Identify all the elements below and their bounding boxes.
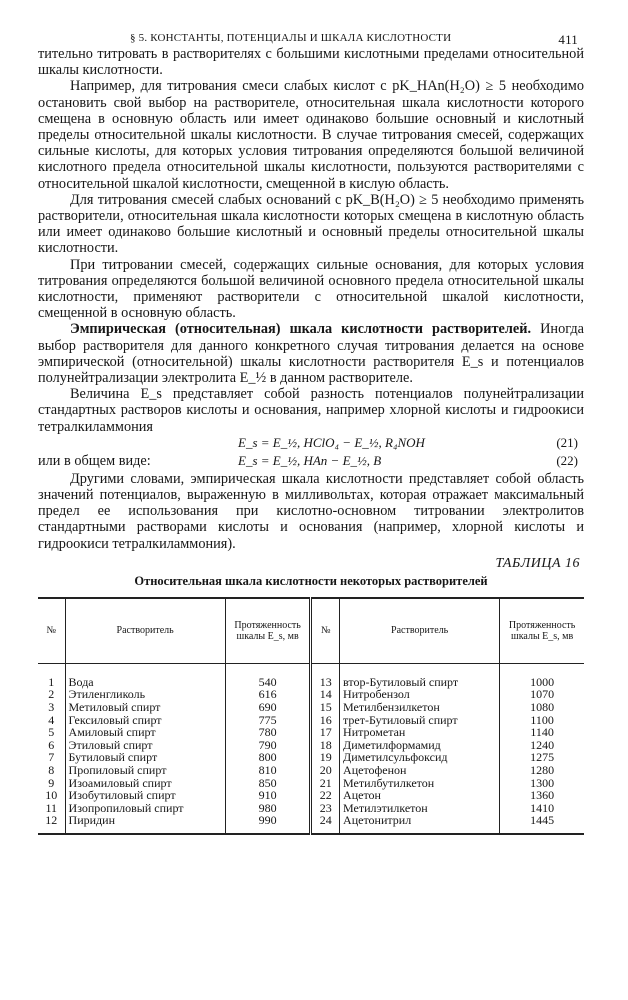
- row-number: 23: [311, 802, 340, 815]
- solvent-name: трет-Бутиловый спирт: [340, 714, 500, 727]
- scale-value: 540: [225, 663, 311, 688]
- row-number: 17: [311, 726, 340, 739]
- empirical-text: Иногда выбор растворителя для данного конкретного случая титрования делается на основе эмпирической (относительной) шкалы кислотности растворителя E_s и потенциалов полунейтрализации электролита E_½ в данном растворителе.: [38, 321, 584, 387]
- solvent-name: Амиловый спирт: [65, 726, 225, 739]
- row-number: 3: [38, 701, 65, 714]
- empirical-paragraph: [38, 321, 584, 386]
- equation-22-formula: E_s = E_½, HAn − E_½, B: [238, 452, 382, 468]
- equation-22-number: (22): [556, 452, 578, 468]
- empirical-heading: Эмпирическая (относительная) шкала кислотности растворителей.: [70, 321, 532, 338]
- scale-value: 800: [225, 751, 311, 764]
- header-no: №: [38, 598, 65, 664]
- solvent-name: Изоамиловый спирт: [65, 777, 225, 790]
- text-body: [38, 46, 584, 552]
- row-number: 6: [38, 739, 65, 752]
- solvent-name: Бутиловый спирт: [65, 751, 225, 764]
- row-number: 19: [311, 751, 340, 764]
- solvent-name: Пропиловый спирт: [65, 764, 225, 777]
- table-header-row: [38, 598, 584, 664]
- closing-paragraph: Другими словами, эмпирическая шкала кислотности представляет собой область значений потенциалов, выраженную в милливольтах, которая отражает максимальный предел ее использования при кислотно-основном титровании электролитов стандартными растворами кислоты и основания (например, хлорной кислоты и гидроокиси тетралкиламмония).: [38, 470, 584, 552]
- table-row: [38, 764, 584, 777]
- solvent-name: Вода: [65, 663, 225, 688]
- row-number: 21: [311, 777, 340, 790]
- scale-value: 1410: [530, 800, 555, 815]
- paragraph-4: При титровании смесей, содержащих сильные основания, для которых условия титрования определяются большой величиной основного предела относительной шкалы кислотности, применяют растворители с относительной шкалой кислотности, смещенной в основную область.: [38, 256, 584, 322]
- general-form-lead: или в общем виде:: [38, 452, 151, 469]
- scale-value: 1100: [530, 712, 554, 727]
- scale-value: 810: [225, 764, 311, 777]
- row-number: 10: [38, 789, 65, 802]
- solvent-name: Метилбутилкетон: [340, 777, 500, 790]
- row-number: 14: [311, 688, 340, 701]
- equation-22: [38, 453, 584, 471]
- equation-21: [38, 435, 584, 453]
- row-number: 7: [38, 751, 65, 764]
- table-row: [38, 701, 584, 714]
- equation-21-formula: E_s = E_½, HClO₄ − E_½, R₄NOH: [238, 434, 425, 450]
- scale-value: 1445: [530, 813, 555, 828]
- running-header: [38, 24, 584, 46]
- solvent-name: Метилбензилкетон: [340, 701, 500, 714]
- solvent-name: Пиридин: [65, 814, 225, 834]
- solvent-name: Метиловый спирт: [65, 701, 225, 714]
- equation-21-number: (21): [556, 434, 578, 450]
- solvent-name: Нитробензол: [340, 688, 500, 701]
- page-number: 411: [558, 32, 578, 47]
- table-row: [38, 802, 584, 815]
- row-number: 15: [311, 701, 340, 714]
- row-number: 11: [38, 802, 65, 815]
- solvent-name: Нитрометан: [340, 726, 500, 739]
- row-number: 20: [311, 764, 340, 777]
- scale-value: 790: [225, 739, 311, 752]
- row-number: 4: [38, 714, 65, 727]
- solvent-name: Метилэтилкетон: [340, 802, 500, 815]
- scale-value: 1300: [530, 775, 555, 790]
- row-number: 24: [311, 814, 340, 834]
- row-number: 12: [38, 814, 65, 834]
- scale-value: 850: [225, 777, 311, 790]
- solvent-table: [38, 597, 584, 835]
- row-number: 22: [311, 789, 340, 802]
- row-number: 9: [38, 777, 65, 790]
- scale-value: 1280: [530, 763, 555, 778]
- scale-value: 780: [225, 726, 311, 739]
- solvent-name: Изопропиловый спирт: [65, 802, 225, 815]
- section-title: § 5. КОНСТАНТЫ, ПОТЕНЦИАЛЫ И ШКАЛА КИСЛОТНОСТИ: [130, 32, 452, 44]
- row-number: 2: [38, 688, 65, 701]
- header-scale-2: Протяженность шкалы E_s, мв: [500, 598, 584, 664]
- solvent-name: Гексиловый спирт: [65, 714, 225, 727]
- row-number: 1: [38, 663, 65, 688]
- solvent-name: Ацетон: [340, 789, 500, 802]
- scale-value: 1240: [530, 737, 555, 752]
- table-row: [38, 663, 584, 688]
- header-no-2: №: [311, 598, 340, 664]
- table-title: Относительная шкала кислотности некоторых растворителей: [134, 573, 488, 588]
- scale-value: 1000: [530, 674, 555, 689]
- paragraph-3: Для титрования смесей слабых оснований с pK_B(H₂O) ≥ 5 необходимо применять растворители, относительная шкала кислотности которых смещена в кислотную область или имеет одинаково большие кислотный и основный пределы относительной шкалы кислотности.: [38, 191, 584, 257]
- scale-value: 775: [225, 714, 311, 727]
- scale-value: 990: [225, 814, 311, 834]
- table-row: [38, 789, 584, 802]
- header-solvent: Растворитель: [65, 598, 225, 664]
- page: [38, 24, 584, 835]
- scale-value: 1080: [530, 700, 555, 715]
- row-number: 5: [38, 726, 65, 739]
- solvent-name: Изобутиловый спирт: [65, 789, 225, 802]
- scale-value: 690: [225, 701, 311, 714]
- row-number: 8: [38, 764, 65, 777]
- scale-value: 910: [225, 789, 311, 802]
- solvent-name: Диметилсульфоксид: [340, 751, 500, 764]
- solvent-name: Ацетофенон: [340, 764, 500, 777]
- table-row: [38, 726, 584, 739]
- solvent-name: втор-Бутиловый спирт: [340, 663, 500, 688]
- header-solvent-2: Растворитель: [340, 598, 500, 664]
- scale-value: 1070: [530, 687, 555, 702]
- table-caption: ТАБЛИЦА 16: [495, 555, 580, 571]
- solvent-name: Ацетонитрил: [340, 814, 500, 834]
- paragraph-1: тительно титровать в растворителях с большими кислотными пределами относительной шкалы кислотности.: [38, 46, 584, 79]
- row-number: 13: [311, 663, 340, 688]
- scale-value: 1140: [530, 725, 554, 740]
- row-number: 18: [311, 739, 340, 752]
- table-row: [38, 814, 584, 834]
- table-body: [38, 663, 584, 834]
- scale-value: 1275: [530, 750, 555, 765]
- solvent-name: Диметилформамид: [340, 739, 500, 752]
- scale-value: 1360: [530, 788, 555, 803]
- solvent-name: Этиловый спирт: [65, 739, 225, 752]
- scale-value: 616: [225, 688, 311, 701]
- value-paragraph: Величина E_s представляет собой разность потенциалов полунейтрализации стандартных растворов кислоты и основания, например хлорной кислоты и гидроокиси тетралкиламмония: [38, 386, 584, 435]
- header-scale: Протяженность шкалы E_s, мв: [225, 598, 311, 664]
- solvent-name: Этиленгликоль: [65, 688, 225, 701]
- row-number: 16: [311, 714, 340, 727]
- scale-value: 980: [225, 802, 311, 815]
- paragraph-2: Например, для титрования смеси слабых кислот с pK_HAn(H₂O) ≥ 5 необходимо остановить свой выбор на растворителе, относительная шкала кислотности которого смещена в основную область или имеет одинаково большие основный и кислотный пределы относительной шкалы кислотности. В случае титрования смесей, содержащих сильные кислоты, для которых условия титрования определяются большой величиной кислотного предела относительной шкалы кислотности, пользуются растворителями с относительной шкалой кислотности, смещенной в кислую область.: [38, 78, 584, 192]
